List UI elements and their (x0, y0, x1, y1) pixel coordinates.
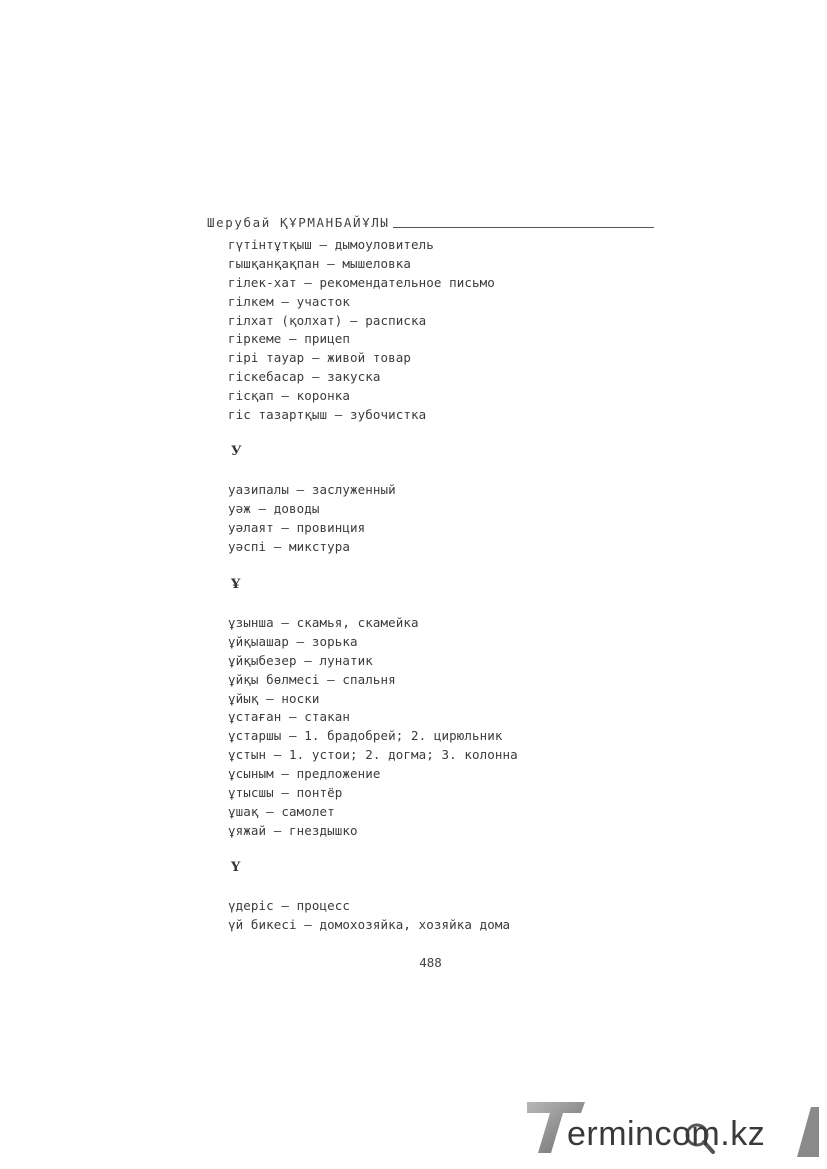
entry-list-g (228, 236, 495, 425)
list-item: ұйық – носки (228, 690, 320, 706)
list-item: гүтінтұтқыш – дымоуловитель (228, 237, 434, 252)
logo-visible-wordmark: ermincom.kz (567, 1115, 766, 1153)
list-item: гірі тауар – живой товар (228, 350, 412, 366)
list-item: ұйқыбезер – лунатик (228, 652, 373, 668)
list-item: ұзынша – скамья, скамейка (228, 615, 419, 630)
list-item: гісқап – коронка (228, 388, 351, 404)
logo-text (567, 1115, 765, 1154)
list-item: гышқанқақпан – мышеловка (228, 255, 412, 271)
list-item: үй бикесі – домохозяйка, хозяйка дома (228, 916, 511, 932)
list-item: ұяжай – гнездышко (228, 822, 358, 838)
running-header (207, 212, 654, 230)
list-item: ұйқы бөлмесі – спальня (228, 671, 396, 687)
entry-list-u (228, 481, 396, 557)
list-item: ұстаршы – 1. брадобрей; 2. цирюльник (228, 728, 503, 744)
section-letter-straight-u: Ү (231, 860, 241, 875)
list-item: ұшақ – самолет (228, 803, 335, 819)
list-item: гіркеме – прицеп (228, 331, 351, 347)
author-name: Шерубай ҚҰРМАНБАЙҰЛЫ (207, 215, 390, 230)
section-letter-u-bar: Ұ (231, 577, 241, 592)
list-item: ұстаған – стакан (228, 709, 351, 725)
list-item: уазипалы – заслуженный (228, 482, 396, 497)
list-item: уәспі – микстура (228, 538, 351, 554)
list-item: гіс тазартқыш – зубочистка (228, 407, 427, 423)
page-number: 488 (419, 955, 442, 970)
section-letter-u: У (231, 444, 242, 459)
list-item: уәлаят – провинция (228, 519, 366, 535)
list-item: гілек-хат – рекомендательное письмо (228, 274, 495, 290)
list-item: үдеріс – процесс (228, 898, 351, 913)
list-item: гіскебасар – закуска (228, 369, 381, 385)
termincom-logo (527, 1097, 819, 1157)
list-item: ұтысшы – понтёр (228, 785, 343, 801)
entry-list-straight-u (228, 897, 510, 935)
entry-list-u-bar (228, 614, 518, 841)
list-item: гілкем – участок (228, 293, 351, 309)
list-item: ұйқыашар – зорька (228, 633, 358, 649)
list-item: ұстын – 1. устои; 2. догма; 3. колонна (228, 747, 518, 763)
list-item: гілхат (қолхат) – расписка (228, 312, 427, 328)
header-rule (393, 227, 654, 228)
list-item: уәж – доводы (228, 500, 320, 516)
list-item: ұсыным – предложение (228, 766, 381, 782)
